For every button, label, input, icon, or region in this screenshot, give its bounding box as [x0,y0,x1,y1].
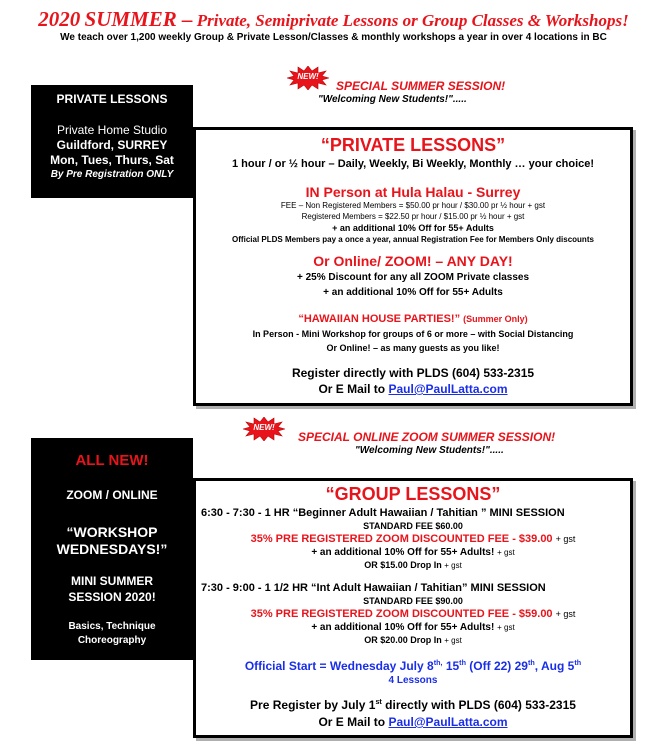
fee-line-1: FEE – Non Registered Members = $50.00 pr hour / $30.00 pr ½ hour + gst [280,201,546,210]
group-pre-register [196,698,630,712]
class-1-extra-gst: + gst [497,548,515,557]
class-2-fee: STANDARD FEE $90.00 [363,596,463,606]
class-2-discount-line [196,608,630,620]
private-box-title: “PRIVATE LESSONS” [320,135,506,155]
mini-session-line-2: SESSION 2020! [68,590,156,604]
group-email-line [196,715,630,729]
private-email-link[interactable]: Paul@PaulLatta.com [388,382,508,396]
summer-session-heading: SPECIAL SUMMER SESSION! [336,79,506,93]
page-subtitle: We teach over 1,200 weekly Group & Private Lesson/Classes & monthly workshops a year in over 4 locations in BC [60,32,607,43]
party-line-1: In Person - Mini Workshop for groups of 6 or more – with Social Distancing [252,329,574,339]
online-session-welcome: "Welcoming New Students!"..... [355,445,504,456]
fee-line-3: + an additional 10% Off for 55+ Adults [332,223,494,233]
new-burst-icon [287,66,329,90]
lessons-count: 4 Lessons [388,675,438,686]
mini-session-line-1: MINI SUMMER [71,574,153,588]
party-heading: “HAWAIIAN HOUSE PARTIES!” [298,313,461,325]
party-note: (Summer Only) [463,314,528,324]
private-sidebar-studio: Private Home Studio [56,123,168,137]
class-1-dropin-gst: + gst [444,561,462,570]
class-1-fee: STANDARD FEE $60.00 [363,521,463,531]
group-lessons-sidebar [31,438,193,660]
start-part-b: 15 [442,659,460,673]
private-sidebar-location: Guildford, SURREY [56,138,168,152]
online-heading: Or Online/ ZOOM! – ANY DAY! [313,253,513,269]
private-register-line: Register directly with PLDS (604) 533-2315 [291,366,535,380]
pre-register-sup: st [375,697,382,706]
class-1-extra-line [196,547,630,558]
online-line-2: + an additional 10% Off for 55+ Adults [323,287,503,298]
class-2-gst: + gst [555,609,576,619]
new-burst-icon-2 [243,417,285,441]
start-part-c: (Off 22) 29 [465,659,528,673]
pre-register-b: directly with PLDS (604) 533-2315 [381,698,576,712]
class-2-extra: + an additional 10% Off for 55+ Adults! [311,622,495,633]
new-badge-label-2: NEW! [253,423,275,432]
fee-line-4: Official PLDS Members pay a once a year, annual Registration Fee for Members Only discounts [232,235,594,244]
title-year: 2020 [38,7,81,31]
class-2-discount: 35% PRE REGISTERED ZOOM DISCOUNTED FEE - $59.00 [250,608,553,620]
class-2-dropin: OR $20.00 Drop In [364,635,442,645]
class-2-time: 7:30 - 9:00 - 1 1/2 HR “Int Adult Hawaiian / Tahitian” MINI SESSION [201,582,546,594]
group-lessons-box [193,478,633,738]
title-summer: SUMMER – [84,7,193,31]
all-new-label: ALL NEW! [75,452,149,469]
private-sidebar-days: Mon, Tues, Thurs, Sat [50,153,174,167]
workshop-line-1: “WORKSHOP [66,524,158,540]
new-badge-label: NEW! [297,72,319,81]
group-box-title: “GROUP LESSONS” [325,484,501,504]
group-email-prefix: Or E Mail to [318,715,386,729]
class-1-discount: 35% PRE REGISTERED ZOOM DISCOUNTED FEE - $39.00 [250,533,553,545]
class-2-extra-line [196,622,630,633]
workshop-line-2: WEDNESDAYS!” [56,541,168,557]
start-part-a: Official Start = Wednesday July 8 [244,659,434,673]
class-1-gst: + gst [555,534,576,544]
zoom-online-label: ZOOM / ONLINE [66,488,158,502]
class-2-dropin-line [196,635,630,645]
class-1-dropin: OR $15.00 Drop In [364,560,442,570]
party-line-2: Or Online! – as many guests as you like! [326,343,500,353]
online-session-heading: SPECIAL ONLINE ZOOM SUMMER SESSION! [298,430,556,444]
private-sidebar-note: By Pre Registration ONLY [50,169,174,180]
basics-line-1: Basics, Technique [68,621,156,632]
class-2-extra-gst: + gst [497,623,515,632]
group-email-link[interactable]: Paul@PaulLatta.com [388,715,508,729]
private-duration: 1 hour / or ½ hour – Daily, Weekly, Bi Weekly, Monthly … your choice! [231,158,595,170]
page-title [0,7,667,32]
private-email-prefix: Or E Mail to [318,382,386,396]
class-2-dropin-gst: + gst [444,636,462,645]
private-sidebar-title: PRIVATE LESSONS [56,92,168,106]
private-email-line [196,382,630,396]
class-1-extra: + an additional 10% Off for 55+ Adults! [311,547,495,558]
start-sup-2: th [459,658,466,667]
private-lessons-box [193,127,633,406]
summer-session-welcome: "Welcoming New Students!"..... [318,94,467,105]
class-1-discount-line [196,533,630,545]
start-sup-1: th, [433,658,443,667]
class-1-dropin-line [196,560,630,570]
basics-line-2: Choreography [77,635,147,646]
start-part-d: , Aug 5 [534,659,575,673]
start-sup-3: th [527,658,535,667]
start-sup-4: th [574,658,582,667]
pre-register-a: Pre Register by July 1 [250,698,376,712]
official-start [196,659,630,673]
online-line-1: + 25% Discount for any all ZOOM Private classes [296,272,530,283]
party-heading-line [196,313,630,325]
private-lessons-sidebar [31,85,193,198]
fee-line-2: Registered Members = $22.50 pr hour / $15.00 pr ½ hour + gst [301,212,525,221]
title-rest: Private, Semiprivate Lessons or Group Classes & Workshops! [196,11,629,30]
in-person-heading: IN Person at Hula Halau - Surrey [305,184,521,200]
class-1-time: 6:30 - 7:30 - 1 HR “Beginner Adult Hawaiian / Tahitian ” MINI SESSION [201,507,565,519]
